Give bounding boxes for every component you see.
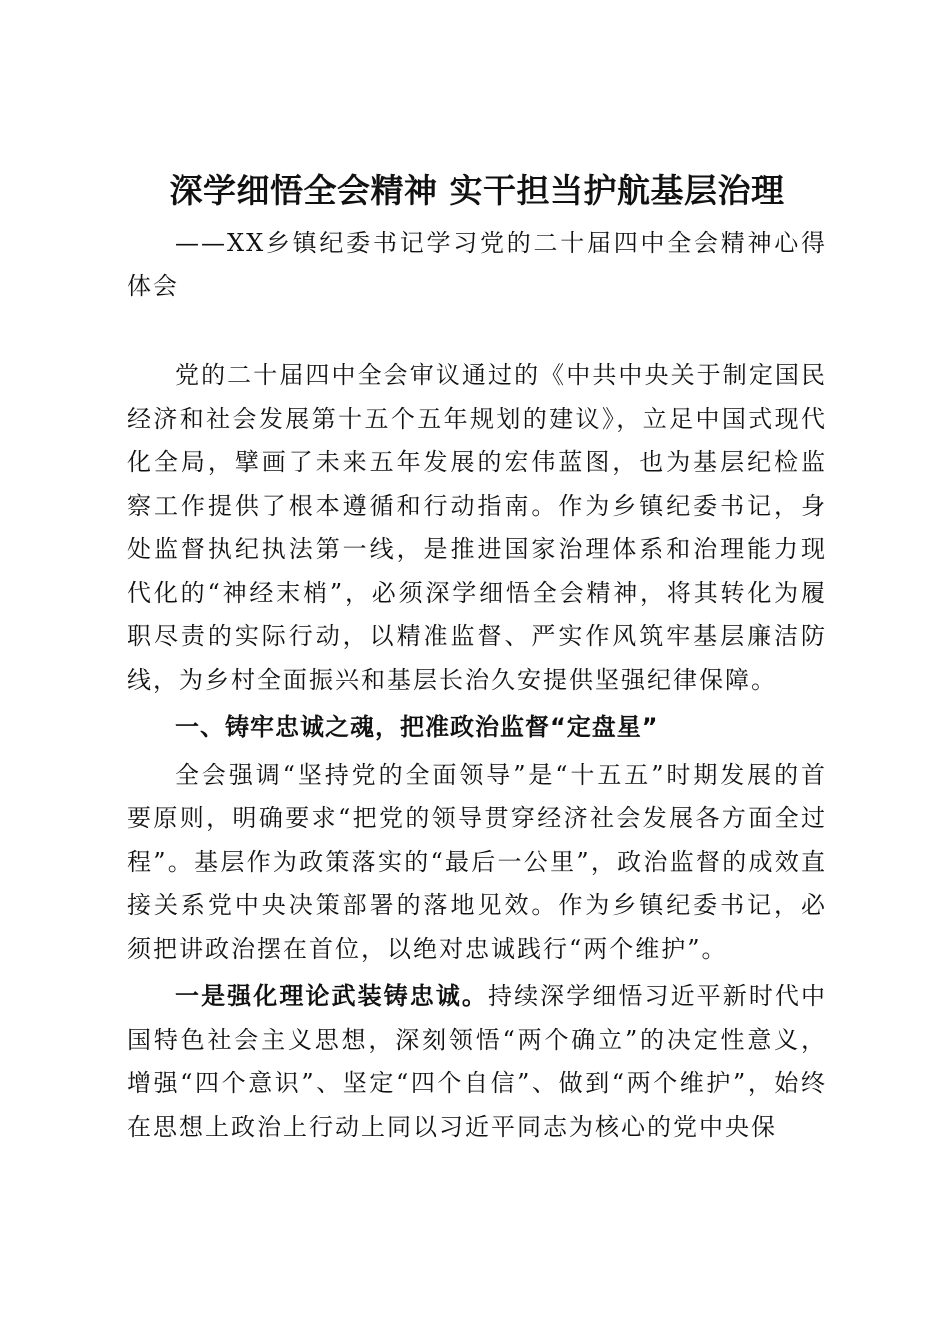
document-title: 深学细悟全会精神 实干担当护航基层治理 [169, 171, 785, 210]
document-subtitle: ——XX乡镇纪委书记学习党的二十届四中全会精神心得体会 [127, 229, 827, 300]
intro-paragraph: 党的二十届四中全会审议通过的《中共中央关于制定国民经济和社会发展第十五个五年规划的建议》，立足中国式现代化全局，擘画了未来五年发展的宏伟蓝图，也为基层纪检监察工作提供了根本遵循和行动指南。作为乡镇纪委书记，身处监督执纪执法第一线，是推进国家治理体系和治理能力现代化的“神经末梢”，必须深学细悟全会精神，将其转化为履职尽责的实际行动，以精准监督、严实作风筑牢基层廉洁防线，为乡村全面振兴和基层长治久安提供坚强纪律保障。 [127, 361, 827, 694]
section-1-paragraph: 全会强调“坚持党的全面领导”是“十五五”时期发展的首要原则，明确要求“把党的领导贯穿经济社会发展各方面全过程”。基层作为政策落实的“最后一公里”，政治监督的成效直接关系党中央决策部署的落地见效。作为乡镇纪委书记，必须把讲政治摆在首位，以绝对忠诚践行“两个维护”。 [127, 760, 827, 963]
point-1-text: 持续深学细悟习近平新时代中国特色社会主义思想，深刻领悟“两个确立”的决定性意义，增强“四个意识”、坚定“四个自信”、做到“两个维护”，始终在思想上政治上行动上同以习近平同志为核心的党中央保 [127, 982, 827, 1141]
section-1-point-1 [127, 975, 827, 1149]
document-body [127, 354, 827, 1149]
document-page [127, 168, 827, 1149]
point-1-lead: 一是强化理论武装铸忠诚。 [175, 982, 488, 1010]
section-1-heading: 一、铸牢忠诚之魂，把准政治监督“定盘星” [175, 713, 659, 741]
